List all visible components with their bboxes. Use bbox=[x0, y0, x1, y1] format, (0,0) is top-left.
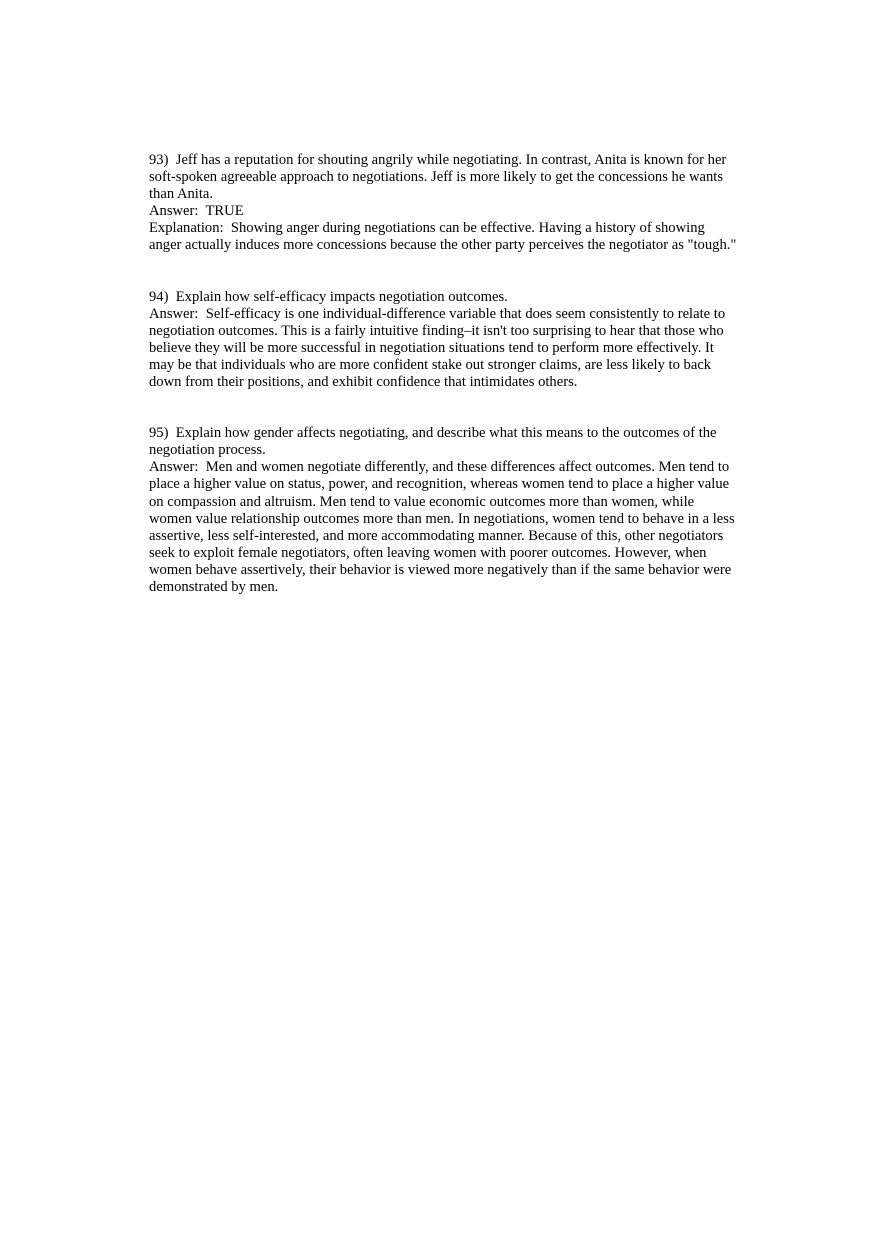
question-text bbox=[149, 152, 739, 203]
answer-label: Answer: bbox=[149, 305, 199, 322]
question-text bbox=[149, 289, 739, 306]
question-number: 94) bbox=[149, 288, 169, 305]
answer-line bbox=[149, 459, 739, 596]
explanation-line bbox=[149, 220, 739, 254]
question-number: 93) bbox=[149, 152, 169, 168]
answer-value: TRUE bbox=[205, 203, 244, 220]
explanation-text: Showing anger during negotiations can be effective. Having a history of showing anger actually induces more concessions because the other party perceives the negotiator as "tough." bbox=[149, 220, 737, 254]
question-93 bbox=[149, 152, 739, 255]
answer-line bbox=[149, 203, 739, 220]
question-prompt: Jeff has a reputation for shouting angrily while negotiating. In contrast, Anita is known for her soft-spoken agreeable approach to negotiations. Jeff is more likely to get the concessions he wants than Anita. bbox=[149, 152, 730, 203]
question-95 bbox=[149, 425, 739, 596]
answer-text: Self-efficacy is one individual-difference variable that does seem consistently to relate to negotiation outcomes. This is a fairly intuitive finding–it isn't too surprising to hear that those who believe they will be more successful in negotiation situations tend to perform more effectively. It may be that individuals who are more confident stake out stronger claims, are less likely to back down from their positions, and exhibit confidence that intimidates others. bbox=[149, 305, 729, 391]
question-94 bbox=[149, 289, 739, 392]
answer-text: Men and women negotiate differently, and these differences affect outcomes. Men tend to place a higher value on status, power, and recognition, whereas women tend to place a higher value on compassion and altruism. Men tend to value economic outcomes more than women, while women value relationship outcomes more than men. In negotiations, women tend to behave in a less assertive, less self-interested, and more accommodating manner. Because of this, other negotiators seek to exploit female negotiators, often leaving women with poorer outcomes. However, when women behave assertively, their behavior is viewed more negatively than if the same behavior were demonstrated by men. bbox=[149, 459, 739, 595]
question-number: 95) bbox=[149, 425, 169, 442]
question-text bbox=[149, 425, 739, 459]
answer-label: Answer: bbox=[149, 203, 199, 220]
answer-line bbox=[149, 306, 739, 391]
explanation-label: Explanation: bbox=[149, 220, 224, 237]
answer-label: Answer: bbox=[149, 459, 199, 476]
question-list bbox=[149, 152, 739, 596]
question-prompt: Explain how gender affects negotiating, and describe what this means to the outcomes of the negotiation process. bbox=[149, 425, 721, 459]
question-prompt: Explain how self-efficacy impacts negotiation outcomes. bbox=[175, 288, 508, 305]
